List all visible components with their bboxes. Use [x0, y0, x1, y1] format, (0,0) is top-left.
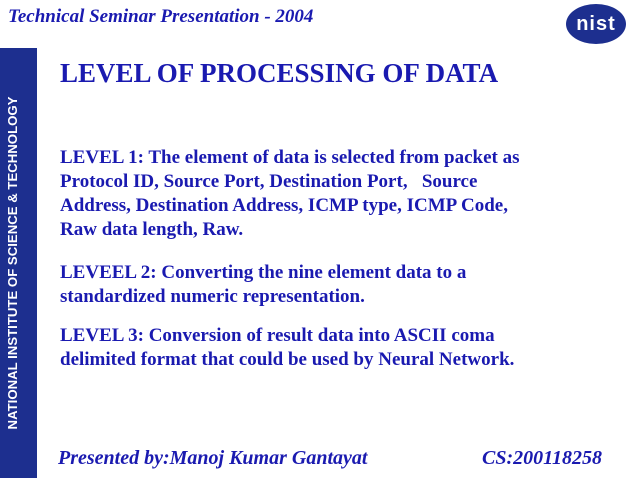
presenter-name: Presented by:Manoj Kumar Gantayat — [58, 447, 368, 469]
level-1-paragraph: LEVEL 1: The element of data is selected from packet as Protocol ID, Source Port, Destination Port, Source Address, Destination Address, ICMP type, ICMP Code, Raw data length, Raw. — [60, 147, 520, 240]
slide-title: LEVEL OF PROCESSING OF DATA — [60, 58, 499, 88]
header-title: Technical Seminar Presentation - 2004 — [8, 6, 314, 27]
logo-text: nist — [576, 12, 616, 35]
nist-logo — [566, 4, 626, 44]
level-2-paragraph: LEVEEL 2: Converting the nine element data to a standardized numeric representation. — [60, 262, 467, 307]
roll-number: CS:200118258 — [482, 447, 603, 469]
level-3-paragraph: LEVEL 3: Conversion of result data into ASCII coma delimited format that could be used by Neural Network. — [60, 325, 515, 370]
sidebar-institute-name: NATIONAL INSTITUTE OF SCIENCE & TECHNOLOGY — [5, 96, 20, 430]
